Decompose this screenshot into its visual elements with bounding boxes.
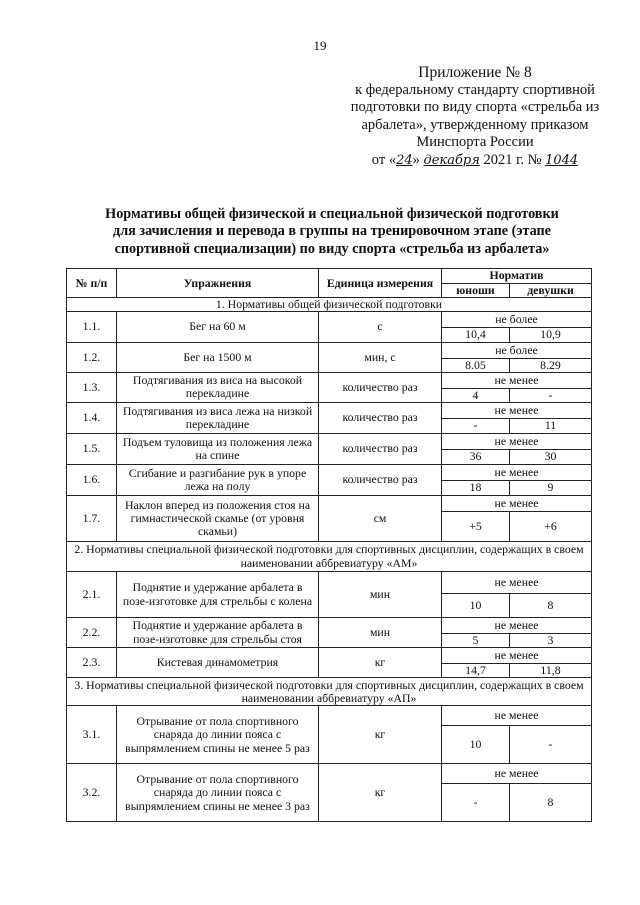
norms-table <box>66 268 592 822</box>
boys-value: 5 <box>442 634 510 648</box>
row-number: 1.7. <box>67 496 117 542</box>
girls-value: 8.29 <box>510 358 592 372</box>
handwritten-month: декабря <box>423 152 480 168</box>
exercise-name: Поднятие и удержание арбалета в позе-изготовке для стрельбы с колена <box>117 572 319 618</box>
boys-value: 36 <box>442 450 510 465</box>
unit-cell: с <box>319 312 442 342</box>
document-heading <box>62 206 602 258</box>
table-row <box>67 434 592 450</box>
unit-cell: количество раз <box>319 434 442 465</box>
exercise-name: Отрывание от пола спортивного снаряда до линии пояса с выпрямлением спины не менее 3 раз <box>117 764 319 822</box>
boys-value: 10 <box>442 726 510 764</box>
table-row <box>67 706 592 726</box>
norm-condition: не менее <box>442 618 592 634</box>
table-row <box>67 312 592 328</box>
girls-value: 10,9 <box>510 328 592 342</box>
unit-cell: мин <box>319 618 442 648</box>
exercise-name: Подъем туловища из положения лежа на спине <box>117 434 319 465</box>
exercise-name: Сгибание и разгибание рук в упоре лежа на полу <box>117 465 319 496</box>
header-num: № п/п <box>67 269 117 298</box>
exercise-name: Отрывание от пола спортивного снаряда до линии пояса с выпрямлением спины не менее 5 раз <box>117 706 319 764</box>
boys-value: 10 <box>442 594 510 618</box>
exercise-name: Бег на 60 м <box>117 312 319 342</box>
norm-condition: не менее <box>442 465 592 481</box>
boys-value: 10,4 <box>442 328 510 342</box>
unit-cell: кг <box>319 764 442 822</box>
table-row <box>67 372 592 388</box>
appendix-block <box>330 64 620 170</box>
girls-value: 3 <box>510 634 592 648</box>
exercise-name: Подтягивания из виса на высокой перекладине <box>117 372 319 402</box>
boys-value: - <box>442 784 510 822</box>
header-boys: юноши <box>442 284 510 298</box>
section-row <box>67 542 592 572</box>
row-number: 1.2. <box>67 342 117 372</box>
row-number: 2.1. <box>67 572 117 618</box>
row-number: 1.3. <box>67 372 117 402</box>
table-row <box>67 496 592 512</box>
table-row <box>67 342 592 358</box>
girls-value: - <box>510 726 592 764</box>
table-row <box>67 618 592 634</box>
row-number: 2.3. <box>67 648 117 678</box>
boys-value: 14,7 <box>442 664 510 678</box>
girls-value: - <box>510 388 592 402</box>
unit-cell: количество раз <box>319 403 442 434</box>
order-date-line <box>330 152 620 170</box>
unit-cell: мин <box>319 572 442 618</box>
handwritten-day: 24 <box>396 152 413 168</box>
girls-value: 8 <box>510 784 592 822</box>
appendix-line: к федеральному стандарту спортивной <box>355 81 595 98</box>
exercise-name: Поднятие и удержание арбалета в позе-изготовке для стрельбы стоя <box>117 618 319 648</box>
header-norm: Норматив <box>442 269 592 284</box>
year-text: 2021 г. № <box>483 151 542 168</box>
appendix-line: Минспорта России <box>416 134 534 151</box>
boys-value: +5 <box>442 512 510 542</box>
table-row <box>67 403 592 419</box>
exercise-name: Подтягивания из виса лежа на низкой перекладине <box>117 403 319 434</box>
unit-cell: мин, с <box>319 342 442 372</box>
norm-condition: не менее <box>442 648 592 664</box>
girls-value: 8 <box>510 594 592 618</box>
row-number: 2.2. <box>67 618 117 648</box>
table-row <box>67 465 592 481</box>
table-row <box>67 648 592 664</box>
unit-cell: количество раз <box>319 465 442 496</box>
norm-condition: не менее <box>442 572 592 594</box>
heading-line: для зачисления и перевода в группы на тренировочном этапе (этапе <box>113 223 551 240</box>
norm-condition: не менее <box>442 764 592 784</box>
exercise-name: Кистевая динамометрия <box>117 648 319 678</box>
handwritten-order-number: 1044 <box>545 152 579 168</box>
heading-line: Нормативы общей физической и специальной физической подготовки <box>105 206 559 222</box>
table-row <box>67 764 592 784</box>
unit-cell: кг <box>319 706 442 764</box>
section-title: 1. Нормативы общей физической подготовки <box>67 298 592 312</box>
norms-table-body <box>67 298 592 822</box>
unit-cell: см <box>319 496 442 542</box>
norm-condition: не менее <box>442 372 592 388</box>
unit-cell: количество раз <box>319 372 442 402</box>
section-row <box>67 298 592 312</box>
appendix-line: арбалета», утвержденному приказом <box>361 116 589 133</box>
girls-value: +6 <box>510 512 592 542</box>
table-row <box>67 572 592 594</box>
appendix-line: подготовки по виду спорта «стрельба из <box>350 99 600 116</box>
row-number: 3.2. <box>67 764 117 822</box>
norm-condition: не менее <box>442 706 592 726</box>
header-exercise: Упражнения <box>117 269 319 298</box>
row-number: 1.5. <box>67 434 117 465</box>
header-girls: девушки <box>510 284 592 298</box>
header-unit: Единица измерения <box>319 269 442 298</box>
girls-value: 11,8 <box>510 664 592 678</box>
appendix-title: Приложение № 8 <box>418 64 532 81</box>
girls-value: 30 <box>510 450 592 465</box>
norm-condition: не менее <box>442 434 592 450</box>
exercise-name: Бег на 1500 м <box>117 342 319 372</box>
girls-value: 9 <box>510 481 592 496</box>
norm-condition: не менее <box>442 403 592 419</box>
section-row <box>67 678 592 706</box>
unit-cell: кг <box>319 648 442 678</box>
page-number: 19 <box>313 38 327 53</box>
norm-condition: не менее <box>442 496 592 512</box>
boys-value: 18 <box>442 481 510 496</box>
boys-value: 4 <box>442 388 510 402</box>
heading-line: спортивной специализации) по виду спорта «стрельба из арбалета» <box>114 240 550 257</box>
exercise-name: Наклон вперед из положения стоя на гимнастической скамье (от уровня скамьи) <box>117 496 319 542</box>
row-number: 1.4. <box>67 403 117 434</box>
boys-value: - <box>442 419 510 434</box>
date-mid: » <box>412 151 420 168</box>
section-title: 2. Нормативы специальной физической подготовки для спортивных дисциплин, содержащих в своем наименовании аббревиатуру «АМ» <box>67 542 592 572</box>
row-number: 3.1. <box>67 706 117 764</box>
girls-value: 11 <box>510 419 592 434</box>
norm-condition: не более <box>442 312 592 328</box>
row-number: 1.6. <box>67 465 117 496</box>
date-prefix: от « <box>371 151 397 168</box>
section-title: 3. Нормативы специальной физической подготовки для спортивных дисциплин, содержащих в своем наименовании аббревиатуру «АП» <box>67 678 592 706</box>
boys-value: 8.05 <box>442 358 510 372</box>
row-number: 1.1. <box>67 312 117 342</box>
norm-condition: не более <box>442 342 592 358</box>
